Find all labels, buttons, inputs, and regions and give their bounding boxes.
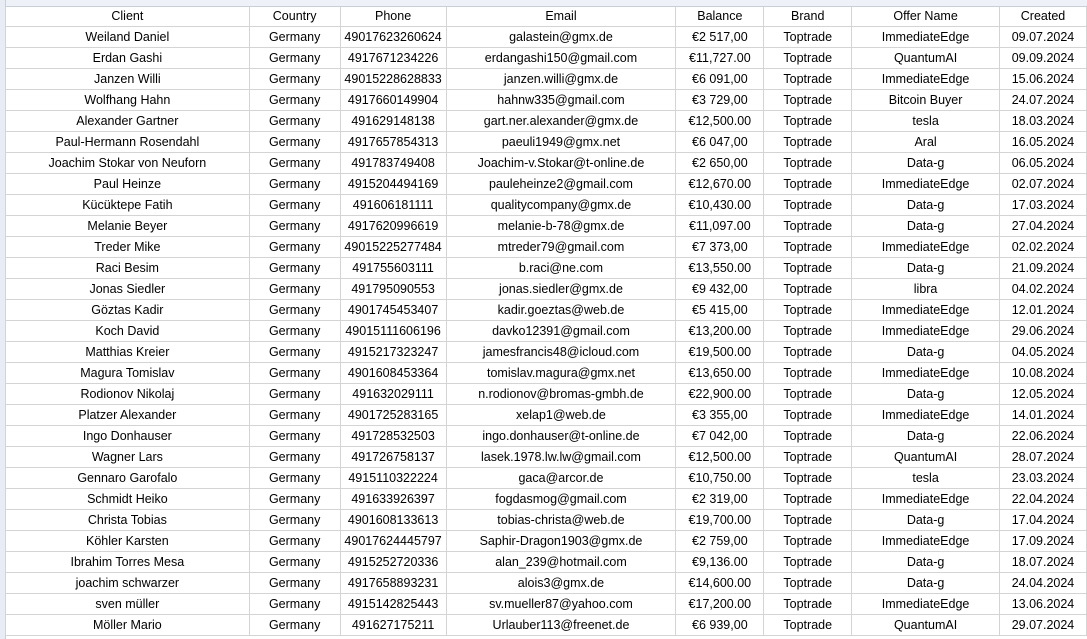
cell-country[interactable]: Germany — [249, 384, 340, 405]
cell-balance[interactable]: €22,900.00 — [676, 384, 764, 405]
cell-email[interactable]: gaca@arcor.de — [446, 468, 676, 489]
cell-offer-name[interactable]: Aral — [852, 132, 1000, 153]
cell-created[interactable]: 29.06.2024 — [999, 321, 1086, 342]
cell-client[interactable]: Melanie Beyer — [6, 216, 250, 237]
cell-phone[interactable]: 491627175211 — [340, 615, 446, 636]
cell-offer-name[interactable]: Data-g — [852, 342, 1000, 363]
cell-client[interactable]: Koch David — [6, 321, 250, 342]
cell-phone[interactable]: 4901608133613 — [340, 510, 446, 531]
cell-client[interactable]: Wagner Lars — [6, 447, 250, 468]
cell-offer-name[interactable]: Data-g — [852, 384, 1000, 405]
table-row — [6, 531, 1087, 552]
cell-phone[interactable]: 49017624445797 — [340, 531, 446, 552]
cell-client[interactable]: Wolfhang Hahn — [6, 90, 250, 111]
cell-balance[interactable]: €13,550.00 — [676, 258, 764, 279]
cell-balance[interactable]: €3 729,00 — [676, 90, 764, 111]
cell-email[interactable]: tomislav.magura@gmx.net — [446, 363, 676, 384]
cell-client[interactable]: Paul Heinze — [6, 174, 250, 195]
table-row — [6, 510, 1087, 531]
cell-brand[interactable]: Toptrade — [764, 69, 852, 90]
cell-created[interactable]: 22.06.2024 — [999, 426, 1086, 447]
cell-phone[interactable]: 491783749408 — [340, 153, 446, 174]
cell-balance[interactable]: €12,670.00 — [676, 174, 764, 195]
cell-offer-name[interactable]: ImmediateEdge — [852, 174, 1000, 195]
cell-balance[interactable]: €2 517,00 — [676, 27, 764, 48]
cell-email[interactable]: ingo.donhauser@t-online.de — [446, 426, 676, 447]
cell-country[interactable]: Germany — [249, 300, 340, 321]
cell-offer-name[interactable]: ImmediateEdge — [852, 594, 1000, 615]
table-row — [6, 216, 1087, 237]
cell-client[interactable]: joachim schwarzer — [6, 573, 250, 594]
cell-brand[interactable]: Toptrade — [764, 174, 852, 195]
cell-created[interactable]: 17.03.2024 — [999, 195, 1086, 216]
cell-country[interactable]: Germany — [249, 531, 340, 552]
table-row — [6, 153, 1087, 174]
cell-country[interactable]: Germany — [249, 405, 340, 426]
cell-brand[interactable]: Toptrade — [764, 111, 852, 132]
cell-brand[interactable]: Toptrade — [764, 342, 852, 363]
cell-client[interactable]: Magura Tomislav — [6, 363, 250, 384]
cell-phone[interactable]: 491606181111 — [340, 195, 446, 216]
cell-email[interactable]: hahnw335@gmail.com — [446, 90, 676, 111]
cell-client[interactable]: Weiland Daniel — [6, 27, 250, 48]
cell-client[interactable]: Ingo Donhauser — [6, 426, 250, 447]
cell-country[interactable]: Germany — [249, 468, 340, 489]
cell-client[interactable]: Schmidt Heiko — [6, 489, 250, 510]
cell-brand[interactable]: Toptrade — [764, 447, 852, 468]
header-offer-name[interactable]: Offer Name — [852, 7, 1000, 27]
cell-created[interactable]: 18.03.2024 — [999, 111, 1086, 132]
cell-offer-name[interactable]: ImmediateEdge — [852, 363, 1000, 384]
cell-country[interactable]: Germany — [249, 426, 340, 447]
cell-created[interactable]: 02.07.2024 — [999, 174, 1086, 195]
cell-client[interactable]: Göztas Kadir — [6, 300, 250, 321]
cell-balance[interactable]: €7 373,00 — [676, 237, 764, 258]
cell-brand[interactable]: Toptrade — [764, 90, 852, 111]
cell-phone[interactable]: 4901725283165 — [340, 405, 446, 426]
cell-created[interactable]: 14.01.2024 — [999, 405, 1086, 426]
table-row — [6, 552, 1087, 573]
cell-phone[interactable]: 4915217323247 — [340, 342, 446, 363]
cell-balance[interactable]: €17,200.00 — [676, 594, 764, 615]
cell-email[interactable]: janzen.willi@gmx.de — [446, 69, 676, 90]
cell-offer-name[interactable]: ImmediateEdge — [852, 321, 1000, 342]
cell-balance[interactable]: €3 355,00 — [676, 405, 764, 426]
cell-client[interactable]: Janzen Willi — [6, 69, 250, 90]
cell-brand[interactable]: Toptrade — [764, 132, 852, 153]
cell-balance[interactable]: €5 415,00 — [676, 300, 764, 321]
header-email[interactable]: Email — [446, 7, 676, 27]
cell-brand[interactable]: Toptrade — [764, 426, 852, 447]
cell-balance[interactable]: €2 319,00 — [676, 489, 764, 510]
cell-country[interactable]: Germany — [249, 69, 340, 90]
cell-offer-name[interactable]: tesla — [852, 468, 1000, 489]
table-row — [6, 489, 1087, 510]
cell-offer-name[interactable]: Data-g — [852, 153, 1000, 174]
header-country[interactable]: Country — [249, 7, 340, 27]
cell-created[interactable]: 17.09.2024 — [999, 531, 1086, 552]
cell-country[interactable]: Germany — [249, 321, 340, 342]
cell-created[interactable]: 10.08.2024 — [999, 363, 1086, 384]
cell-country[interactable]: Germany — [249, 615, 340, 636]
cell-phone[interactable]: 49015228628833 — [340, 69, 446, 90]
cell-client[interactable]: sven müller — [6, 594, 250, 615]
cell-country[interactable]: Germany — [249, 258, 340, 279]
cell-balance[interactable]: €19,700.00 — [676, 510, 764, 531]
cell-country[interactable]: Germany — [249, 342, 340, 363]
cell-email[interactable]: mtreder79@gmail.com — [446, 237, 676, 258]
client-table — [5, 7, 1087, 636]
cell-created[interactable]: 24.07.2024 — [999, 90, 1086, 111]
cell-phone[interactable]: 491629148138 — [340, 111, 446, 132]
table-row — [6, 321, 1087, 342]
cell-created[interactable]: 09.07.2024 — [999, 27, 1086, 48]
header-client[interactable]: Client — [6, 7, 250, 27]
cell-balance[interactable]: €6 939,00 — [676, 615, 764, 636]
cell-client[interactable]: Treder Mike — [6, 237, 250, 258]
cell-offer-name[interactable]: Data-g — [852, 258, 1000, 279]
table-row — [6, 27, 1087, 48]
cell-client[interactable]: Christa Tobias — [6, 510, 250, 531]
cell-offer-name[interactable]: libra — [852, 279, 1000, 300]
cell-phone[interactable]: 4901745453407 — [340, 300, 446, 321]
table-row — [6, 174, 1087, 195]
cell-offer-name[interactable]: Data-g — [852, 426, 1000, 447]
cell-brand[interactable]: Toptrade — [764, 300, 852, 321]
cell-email[interactable]: alois3@gmx.de — [446, 573, 676, 594]
cell-phone[interactable]: 4915204494169 — [340, 174, 446, 195]
cell-phone[interactable]: 49015111606196 — [340, 321, 446, 342]
cell-client[interactable]: Platzer Alexander — [6, 405, 250, 426]
cell-country[interactable]: Germany — [249, 279, 340, 300]
cell-created[interactable]: 06.05.2024 — [999, 153, 1086, 174]
cell-offer-name[interactable]: ImmediateEdge — [852, 69, 1000, 90]
cell-country[interactable]: Germany — [249, 573, 340, 594]
cell-brand[interactable]: Toptrade — [764, 258, 852, 279]
table-row — [6, 69, 1087, 90]
cell-offer-name[interactable]: Bitcoin Buyer — [852, 90, 1000, 111]
cell-offer-name[interactable]: ImmediateEdge — [852, 27, 1000, 48]
table-row — [6, 48, 1087, 69]
cell-email[interactable]: lasek.1978.lw.lw@gmail.com — [446, 447, 676, 468]
cell-brand[interactable]: Toptrade — [764, 27, 852, 48]
cell-brand[interactable]: Toptrade — [764, 489, 852, 510]
cell-brand[interactable]: Toptrade — [764, 531, 852, 552]
cell-country[interactable]: Germany — [249, 48, 340, 69]
cell-client[interactable]: Joachim Stokar von Neuforn — [6, 153, 250, 174]
cell-offer-name[interactable]: Data-g — [852, 195, 1000, 216]
cell-country[interactable]: Germany — [249, 153, 340, 174]
cell-balance[interactable]: €7 042,00 — [676, 426, 764, 447]
table-row — [6, 300, 1087, 321]
cell-client[interactable]: Gennaro Garofalo — [6, 468, 250, 489]
table-row — [6, 279, 1087, 300]
cell-created[interactable]: 29.07.2024 — [999, 615, 1086, 636]
cell-phone[interactable]: 491726758137 — [340, 447, 446, 468]
cell-phone[interactable]: 49017623260624 — [340, 27, 446, 48]
cell-balance[interactable]: €11,097.00 — [676, 216, 764, 237]
cell-phone[interactable]: 491632029111 — [340, 384, 446, 405]
cell-client[interactable]: Rodionov Nikolaj — [6, 384, 250, 405]
table-row — [6, 342, 1087, 363]
cell-email[interactable]: davko12391@gmail.com — [446, 321, 676, 342]
cell-email[interactable]: galastein@gmx.de — [446, 27, 676, 48]
cell-country[interactable]: Germany — [249, 237, 340, 258]
cell-balance[interactable]: €9 432,00 — [676, 279, 764, 300]
cell-client[interactable]: Jonas Siedler — [6, 279, 250, 300]
cell-brand[interactable]: Toptrade — [764, 237, 852, 258]
cell-email[interactable]: erdangashi150@gmail.com — [446, 48, 676, 69]
cell-brand[interactable]: Toptrade — [764, 405, 852, 426]
table-row — [6, 426, 1087, 447]
cell-email[interactable]: paeuli1949@gmx.net — [446, 132, 676, 153]
cell-phone[interactable]: 4915110322224 — [340, 468, 446, 489]
cell-brand[interactable]: Toptrade — [764, 216, 852, 237]
cell-created[interactable]: 16.05.2024 — [999, 132, 1086, 153]
table-row — [6, 405, 1087, 426]
cell-email[interactable]: tobias-christa@web.de — [446, 510, 676, 531]
cell-created[interactable]: 21.09.2024 — [999, 258, 1086, 279]
cell-client[interactable]: Matthias Kreier — [6, 342, 250, 363]
cell-email[interactable]: b.raci@ne.com — [446, 258, 676, 279]
cell-offer-name[interactable]: ImmediateEdge — [852, 531, 1000, 552]
cell-country[interactable]: Germany — [249, 111, 340, 132]
cell-balance[interactable]: €11,727.00 — [676, 48, 764, 69]
cell-country[interactable]: Germany — [249, 195, 340, 216]
cell-balance[interactable]: €19,500.00 — [676, 342, 764, 363]
table-row — [6, 195, 1087, 216]
cell-brand[interactable]: Toptrade — [764, 48, 852, 69]
cell-email[interactable]: n.rodionov@bromas-gmbh.de — [446, 384, 676, 405]
header-phone[interactable]: Phone — [340, 7, 446, 27]
cell-email[interactable]: jamesfrancis48@icloud.com — [446, 342, 676, 363]
cell-balance[interactable]: €10,430.00 — [676, 195, 764, 216]
cell-created[interactable]: 24.04.2024 — [999, 573, 1086, 594]
cell-created[interactable]: 12.01.2024 — [999, 300, 1086, 321]
cell-balance[interactable]: €2 759,00 — [676, 531, 764, 552]
cell-balance[interactable]: €2 650,00 — [676, 153, 764, 174]
cell-brand[interactable]: Toptrade — [764, 195, 852, 216]
cell-created[interactable]: 23.03.2024 — [999, 468, 1086, 489]
cell-brand[interactable]: Toptrade — [764, 573, 852, 594]
cell-created[interactable]: 13.06.2024 — [999, 594, 1086, 615]
cell-created[interactable]: 27.04.2024 — [999, 216, 1086, 237]
cell-offer-name[interactable]: tesla — [852, 111, 1000, 132]
cell-client[interactable]: Alexander Gartner — [6, 111, 250, 132]
cell-country[interactable]: Germany — [249, 447, 340, 468]
cell-client[interactable]: Raci Besim — [6, 258, 250, 279]
cell-balance[interactable]: €6 047,00 — [676, 132, 764, 153]
cell-brand[interactable]: Toptrade — [764, 363, 852, 384]
cell-brand[interactable]: Toptrade — [764, 384, 852, 405]
table-row — [6, 111, 1087, 132]
cell-balance[interactable]: €12,500.00 — [676, 447, 764, 468]
header-row — [6, 7, 1087, 27]
cell-offer-name[interactable]: ImmediateEdge — [852, 405, 1000, 426]
header-brand[interactable]: Brand — [764, 7, 852, 27]
cell-email[interactable]: fogdasmog@gmail.com — [446, 489, 676, 510]
cell-offer-name[interactable]: ImmediateEdge — [852, 489, 1000, 510]
cell-client[interactable]: Köhler Karsten — [6, 531, 250, 552]
cell-offer-name[interactable]: Data-g — [852, 552, 1000, 573]
cell-offer-name[interactable]: QuantumAI — [852, 447, 1000, 468]
cell-phone[interactable]: 4917658893231 — [340, 573, 446, 594]
cell-country[interactable]: Germany — [249, 552, 340, 573]
cell-balance[interactable]: €10,750.00 — [676, 468, 764, 489]
cell-balance[interactable]: €14,600.00 — [676, 573, 764, 594]
cell-brand[interactable]: Toptrade — [764, 153, 852, 174]
cell-offer-name[interactable]: Data-g — [852, 573, 1000, 594]
cell-brand[interactable]: Toptrade — [764, 510, 852, 531]
cell-brand[interactable]: Toptrade — [764, 468, 852, 489]
cell-created[interactable]: 09.09.2024 — [999, 48, 1086, 69]
cell-created[interactable]: 04.05.2024 — [999, 342, 1086, 363]
cell-created[interactable]: 22.04.2024 — [999, 489, 1086, 510]
cell-email[interactable]: Saphir-Dragon1903@gmx.de — [446, 531, 676, 552]
cell-country[interactable]: Germany — [249, 174, 340, 195]
cell-country[interactable]: Germany — [249, 90, 340, 111]
previous-row-edge — [0, 0, 1087, 7]
cell-client[interactable]: Paul-Hermann Rosendahl — [6, 132, 250, 153]
header-created[interactable]: Created — [999, 7, 1086, 27]
cell-country[interactable]: Germany — [249, 216, 340, 237]
cell-created[interactable]: 28.07.2024 — [999, 447, 1086, 468]
cell-offer-name[interactable]: ImmediateEdge — [852, 237, 1000, 258]
cell-country[interactable]: Germany — [249, 489, 340, 510]
cell-country[interactable]: Germany — [249, 27, 340, 48]
cell-balance[interactable]: €12,500.00 — [676, 111, 764, 132]
cell-brand[interactable]: Toptrade — [764, 615, 852, 636]
cell-client[interactable]: Ibrahim Torres Mesa — [6, 552, 250, 573]
cell-created[interactable]: 04.02.2024 — [999, 279, 1086, 300]
cell-email[interactable]: sv.mueller87@yahoo.com — [446, 594, 676, 615]
table-body — [6, 27, 1087, 636]
cell-created[interactable]: 18.07.2024 — [999, 552, 1086, 573]
table-row — [6, 384, 1087, 405]
cell-phone[interactable]: 4917657854313 — [340, 132, 446, 153]
cell-email[interactable]: Joachim-v.Stokar@t-online.de — [446, 153, 676, 174]
table-row — [6, 447, 1087, 468]
cell-country[interactable]: Germany — [249, 594, 340, 615]
cell-created[interactable]: 02.02.2024 — [999, 237, 1086, 258]
cell-offer-name[interactable]: Data-g — [852, 510, 1000, 531]
cell-brand[interactable]: Toptrade — [764, 594, 852, 615]
cell-phone[interactable]: 4915252720336 — [340, 552, 446, 573]
cell-phone[interactable]: 4917660149904 — [340, 90, 446, 111]
cell-email[interactable]: alan_239@hotmail.com — [446, 552, 676, 573]
cell-client[interactable]: Kücüktepe Fatih — [6, 195, 250, 216]
cell-email[interactable]: qualitycompany@gmx.de — [446, 195, 676, 216]
cell-phone[interactable]: 491755603111 — [340, 258, 446, 279]
header-balance[interactable]: Balance — [676, 7, 764, 27]
table-row — [6, 132, 1087, 153]
cell-created[interactable]: 12.05.2024 — [999, 384, 1086, 405]
cell-created[interactable]: 17.04.2024 — [999, 510, 1086, 531]
cell-phone[interactable]: 491795090553 — [340, 279, 446, 300]
table-row — [6, 363, 1087, 384]
cell-email[interactable]: jonas.siedler@gmx.de — [446, 279, 676, 300]
cell-offer-name[interactable]: Data-g — [852, 216, 1000, 237]
cell-balance[interactable]: €9,136.00 — [676, 552, 764, 573]
cell-balance[interactable]: €13,200.00 — [676, 321, 764, 342]
cell-brand[interactable]: Toptrade — [764, 279, 852, 300]
cell-country[interactable]: Germany — [249, 363, 340, 384]
table-row — [6, 468, 1087, 489]
cell-client[interactable]: Erdan Gashi — [6, 48, 250, 69]
table-row — [6, 237, 1087, 258]
cell-email[interactable]: xelap1@web.de — [446, 405, 676, 426]
cell-phone[interactable]: 49015225277484 — [340, 237, 446, 258]
cell-country[interactable]: Germany — [249, 510, 340, 531]
cell-client[interactable]: Möller Mario — [6, 615, 250, 636]
cell-email[interactable]: gart.ner.alexander@gmx.de — [446, 111, 676, 132]
cell-balance[interactable]: €13,650.00 — [676, 363, 764, 384]
cell-phone[interactable]: 4901608453364 — [340, 363, 446, 384]
cell-phone[interactable]: 491633926397 — [340, 489, 446, 510]
cell-brand[interactable]: Toptrade — [764, 552, 852, 573]
table-row — [6, 615, 1087, 636]
cell-email[interactable]: Urlauber113@freenet.de — [446, 615, 676, 636]
cell-brand[interactable]: Toptrade — [764, 321, 852, 342]
cell-offer-name[interactable]: QuantumAI — [852, 615, 1000, 636]
cell-phone[interactable]: 4917671234226 — [340, 48, 446, 69]
table-row — [6, 90, 1087, 111]
cell-email[interactable]: melanie-b-78@gmx.de — [446, 216, 676, 237]
table-row — [6, 258, 1087, 279]
cell-balance[interactable]: €6 091,00 — [676, 69, 764, 90]
cell-country[interactable]: Germany — [249, 132, 340, 153]
cell-phone[interactable]: 4917620996619 — [340, 216, 446, 237]
cell-email[interactable]: pauleheinze2@gmail.com — [446, 174, 676, 195]
cell-offer-name[interactable]: QuantumAI — [852, 48, 1000, 69]
cell-phone[interactable]: 4915142825443 — [340, 594, 446, 615]
table-row — [6, 573, 1087, 594]
cell-email[interactable]: kadir.goeztas@web.de — [446, 300, 676, 321]
table-row — [6, 594, 1087, 615]
cell-offer-name[interactable]: ImmediateEdge — [852, 300, 1000, 321]
cell-phone[interactable]: 491728532503 — [340, 426, 446, 447]
cell-created[interactable]: 15.06.2024 — [999, 69, 1086, 90]
